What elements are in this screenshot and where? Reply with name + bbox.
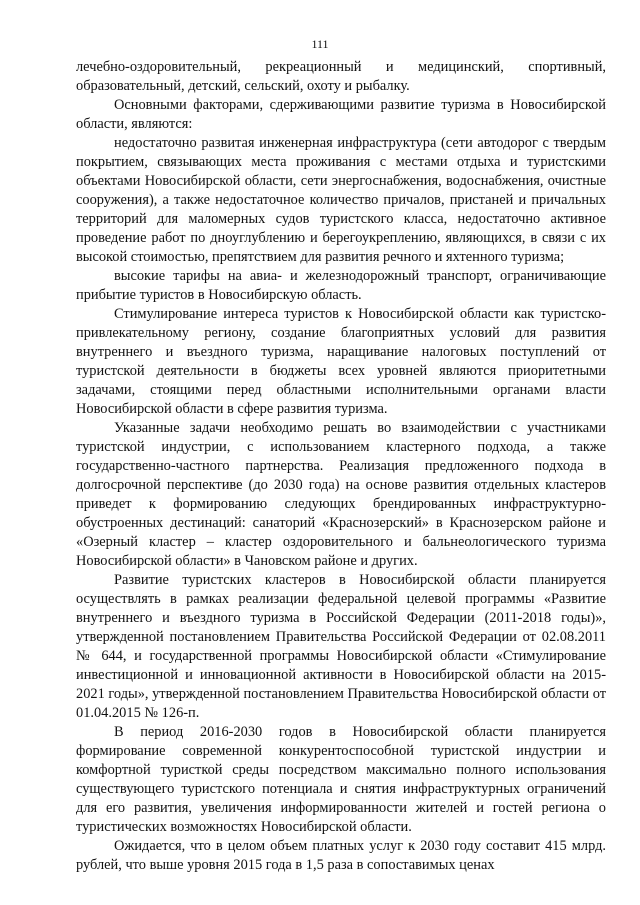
paragraph: недостаточно развитая инженерная инфраструктура (сети автодорог с твердым покрытием, связывающих места проживания с местами отдыха и туристскими объектами Новосибирской области, сети энергоснабжения, водоснабжения, очистные сооружения), а также недостаточное количество причалов, пристаней и причальных территорий для маломерных судов туристского класса, недостаточно активное проведение работ по дноуглублению и берегоукреплению, являющихся, в связи с их высокой стоимостью, препятствием для развития речного и яхтенного туризма; [76,135,606,265]
paragraph: Развитие туристских кластеров в Новосибирской области планируется осуществлять в рамках реализации федеральной целевой программы «Развитие внутреннего и въездного туризма в Российской Федерации (2011-2018 годы)», утвержденной постановлением Правительства Российской Федерации от 02.08.2011 № 644, и государственной программы Новосибирской области «Стимулирование инвестиционной и инновационной активности в Новосибирской области на 2015-2021 годы», утвержденной постановлением Правительства Новосибирской области от 01.04.2015 № 126-п. [76,572,606,721]
document-body [76,58,606,875]
paragraph: Указанные задачи необходимо решать во взаимодействии с участниками туристской индустрии, с использованием кластерного подхода, а также государственно-частного партнерства. Реализация предложенного подхода в долгосрочной перспективе (до 2030 года) на основе развития отдельных кластеров приведет к формированию следующих брендированных инфраструктурно-обустроенных дестинаций: санаторий «Краснозерский» в Краснозерском районе и «Озерный кластер – кластер оздоровительного и бальнеологического туризма Новосибирской области» в Чановском районе и других. [76,420,606,569]
paragraph: Стимулирование интереса туристов к Новосибирской области как туристско-привлекательному региону, создание благоприятных условий для развития внутреннего и въездного туризма, наращивание налоговых поступлений от туристской деятельности в бюджеты всех уровней являются приоритетными задачами, стоящими перед областными исполнительными органами власти Новосибирской области в сфере развития туризма. [76,306,606,417]
paragraph: высокие тарифы на авиа- и железнодорожный транспорт, ограничивающие прибытие туристов в Новосибирскую область. [76,268,606,303]
paragraph: Основными факторами, сдерживающими развитие туризма в Новосибирской области, являются: [76,97,606,132]
paragraph: В период 2016-2030 годов в Новосибирской области планируется формирование современной конкурентоспособной туристской индустрии и комфортной туристкой среды посредством максимально полного использования существующего туристского потенциала и снятия инфраструктурных ограничений для его развития, увеличения информированности жителей и гостей региона о туристических возможностях Новосибирской области. [76,724,606,835]
page-number: 111 [311,37,329,51]
paragraph: лечебно-оздоровительный, рекреационный и медицинский, спортивный, образовательный, детский, сельский, охоту и рыбалку. [76,59,606,94]
paragraph: Ожидается, что в целом объем платных услуг к 2030 году составит 415 млрд. рублей, что выше уровня 2015 года в 1,5 раза в сопоставимых ценах [76,838,606,873]
